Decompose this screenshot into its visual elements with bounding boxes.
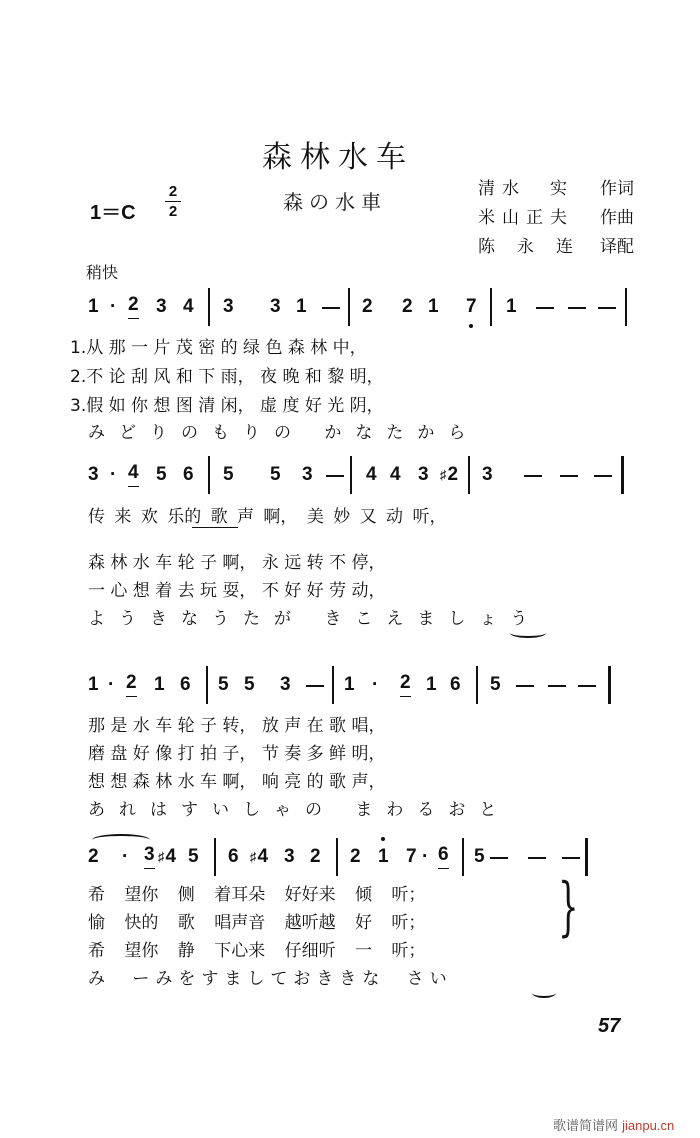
- note: 2: [126, 670, 137, 697]
- credits: [478, 175, 634, 262]
- note: 1: [296, 296, 307, 317]
- note-high: 1: [378, 842, 389, 872]
- note: 1: [506, 296, 517, 317]
- note: 5: [156, 464, 167, 485]
- dot: ·: [372, 674, 379, 695]
- barline: [208, 456, 210, 494]
- barline: [206, 666, 208, 704]
- barline: [585, 838, 588, 876]
- note: 4: [390, 464, 401, 485]
- note: 4: [128, 460, 139, 487]
- dash: [306, 685, 324, 687]
- note: 2: [310, 846, 321, 867]
- barline: [332, 666, 334, 704]
- lyric-line: 1.从 那 一 片 茂 密 的 绿 色 森 林 中，: [70, 338, 367, 358]
- dot: ·: [108, 674, 115, 695]
- barline: [462, 838, 464, 876]
- note: 6: [228, 846, 239, 867]
- lyric-line: 想 想 森 林 水 车 啊， 响 亮 的 歌 声，: [88, 772, 386, 792]
- fraction-bar: [165, 201, 181, 202]
- barline: [608, 666, 611, 704]
- note: 6: [450, 674, 461, 695]
- barline: [490, 288, 492, 326]
- note: 3: [284, 846, 295, 867]
- note: 5: [270, 464, 281, 485]
- credit-role: 作词: [600, 179, 634, 199]
- lyric-line: 愉 快的 歌 唱声音 越听越 好 听；: [88, 913, 426, 933]
- key-value: 1＝C: [90, 202, 136, 224]
- barline: [208, 288, 210, 326]
- barline: [468, 456, 470, 494]
- lyric-line: 那 是 水 车 轮 子 转， 放 声 在 歌 唱，: [88, 716, 386, 736]
- low-octave-dot: [469, 324, 473, 328]
- note: 2: [128, 292, 139, 319]
- credit-name: 米山正夫: [478, 208, 574, 228]
- note: 5: [490, 674, 501, 695]
- note: 5: [223, 464, 234, 485]
- lyric-line: 2.不 论 刮 风 和 下 雨， 夜 晚 和 黎 明，: [70, 367, 384, 387]
- note-sharp: ♯4: [250, 846, 269, 867]
- song-subtitle-japanese: 森の水車: [283, 190, 387, 214]
- note-low: 7: [466, 292, 477, 322]
- dash: [578, 685, 596, 687]
- slur: [510, 628, 546, 638]
- time-signature: [165, 183, 181, 220]
- note: 2: [400, 670, 411, 697]
- dash: [322, 307, 340, 309]
- note: 1: [88, 296, 99, 317]
- note: 6: [180, 674, 191, 695]
- notation-system-2: [88, 460, 633, 494]
- notation-system-4: [88, 842, 633, 876]
- note: 4: [366, 464, 377, 485]
- song-title: 森林水车: [262, 140, 414, 175]
- barline: [350, 456, 352, 494]
- note: 5: [188, 846, 199, 867]
- lyric-line: 森 林 水 车 轮 子 啊， 永 远 转 不 停，: [88, 553, 386, 573]
- sharp-icon: ♯: [250, 849, 257, 864]
- dash: [536, 307, 554, 309]
- lyric-line: 希 望你 侧 着耳朵 好好来 倾 听；: [88, 885, 426, 905]
- credit-name: 清水 实: [478, 179, 574, 199]
- dash: [326, 475, 344, 477]
- note: 3: [302, 464, 313, 485]
- note: 3: [418, 464, 429, 485]
- dash: [560, 475, 578, 477]
- credit-composer: [478, 204, 634, 233]
- note: 6: [183, 464, 194, 485]
- page-number: 57: [598, 1015, 621, 1037]
- lyric-line-japanese: みどりのもりの かなたから: [88, 423, 480, 443]
- note: 3: [223, 296, 234, 317]
- note-sharp: ♯4: [158, 846, 177, 867]
- key-signature: [90, 196, 136, 225]
- dot: ·: [110, 296, 117, 317]
- note: 3: [482, 464, 493, 485]
- dot: ·: [110, 464, 117, 485]
- lyric-line: 希 望你 静 下心来 仔细听 一 听；: [88, 941, 426, 961]
- lyric-line: 磨 盘 好 像 打 拍 子， 节 奏 多 鲜 明，: [88, 744, 386, 764]
- barline: [476, 666, 478, 704]
- brace: }: [558, 870, 579, 944]
- note: 3: [88, 464, 99, 485]
- note: 1: [428, 296, 439, 317]
- dash: [562, 857, 580, 859]
- note: 1: [88, 674, 99, 695]
- credit-role: 作曲: [600, 208, 634, 228]
- watermark-text: 歌谱简谱网: [553, 1119, 619, 1134]
- slur: [532, 988, 556, 998]
- lyric-line-japanese: ようきなうたが きこえましょう: [88, 609, 542, 629]
- dash: [594, 475, 612, 477]
- notation-system-3: [88, 670, 633, 704]
- note: 1: [426, 674, 437, 695]
- note: 4: [183, 296, 194, 317]
- time-numerator: 2: [168, 183, 178, 200]
- dash: [516, 685, 534, 687]
- note: 3: [144, 842, 155, 869]
- watermark-url: jianpu.cn: [622, 1118, 675, 1133]
- note: 3: [156, 296, 167, 317]
- high-octave-dot: [381, 837, 385, 841]
- credit-lyricist: [478, 175, 634, 204]
- note: 3: [270, 296, 281, 317]
- dash: [568, 307, 586, 309]
- dot: ·: [122, 846, 129, 867]
- lyric-line: 一 心 想 着 去 玩 耍， 不 好 好 劳 动，: [88, 581, 386, 601]
- note: 6: [438, 842, 449, 869]
- lyric-underline: [192, 527, 238, 528]
- dot: ·: [422, 846, 429, 867]
- time-denominator: 2: [168, 203, 178, 220]
- credit-name: 陈永连: [478, 237, 595, 257]
- barline: [348, 288, 350, 326]
- tempo-marking: 稍快: [86, 263, 119, 282]
- barline: [621, 456, 624, 494]
- note: 3: [280, 674, 291, 695]
- barline: [214, 838, 216, 876]
- note: 7: [406, 846, 417, 867]
- sharp-icon: ♯: [440, 467, 447, 482]
- note: 2: [350, 846, 361, 867]
- note: 2: [362, 296, 373, 317]
- barline: [336, 838, 338, 876]
- lyric-line-japanese: あれはすいしゃの まわるおと: [88, 800, 511, 820]
- dash: [548, 685, 566, 687]
- notation-system-1: [88, 292, 633, 326]
- sharp-icon: ♯: [158, 849, 165, 864]
- dash: [528, 857, 546, 859]
- tie: [92, 834, 150, 846]
- dash: [524, 475, 542, 477]
- dash: [598, 307, 616, 309]
- note: 2: [88, 846, 99, 867]
- credit-translator: [478, 233, 634, 262]
- lyric-line: 3.假 如 你 想 图 清 闲， 虚 度 好 光 阴，: [70, 396, 384, 416]
- note: 1: [344, 674, 355, 695]
- dash: [490, 857, 508, 859]
- lyric-line: 传 来 欢 乐的 歌 声 啊， 美 妙 又 动 听，: [88, 507, 447, 527]
- barline: [625, 288, 627, 326]
- watermark: [553, 1115, 674, 1134]
- note: 5: [244, 674, 255, 695]
- note: 1: [154, 674, 165, 695]
- note: 5: [474, 846, 485, 867]
- credit-role: 译配: [600, 237, 634, 257]
- note: 5: [218, 674, 229, 695]
- lyric-line-japanese: み ーみをすましておききな さい: [88, 969, 453, 989]
- note: 2: [402, 296, 413, 317]
- note-sharp: ♯2: [440, 464, 459, 485]
